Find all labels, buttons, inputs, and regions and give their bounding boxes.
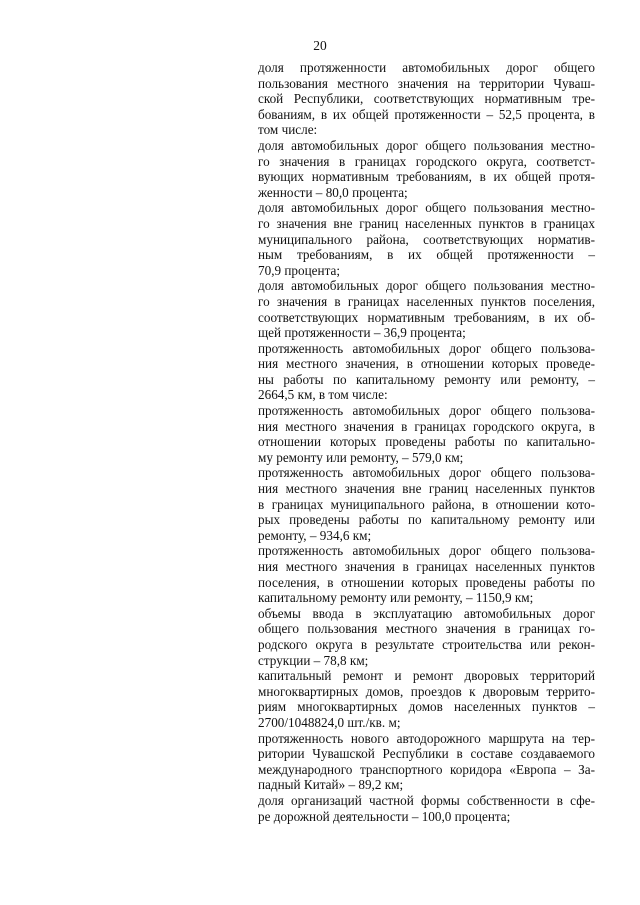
text-line: му ремонту или ремонту, – 579,0 км;: [258, 449, 464, 465]
text-line: 2700/1048824,0 шт./кв. м;: [258, 714, 401, 730]
text-line: ремонту, – 934,6 км;: [258, 527, 372, 543]
text-line: го значения в границах городского округа, соответст-: [258, 153, 595, 169]
text-line: протяженность автомобильных дорог общего пользова-: [258, 543, 595, 559]
text-line: доля организаций частной формы собственности в сфе-: [258, 792, 595, 808]
text-line: женности – 80,0 процента;: [258, 184, 408, 200]
text-line: протяженность нового автодорожного маршрута на тер-: [258, 730, 595, 746]
text-line: ния местного значения в границах городского округа, в: [258, 418, 595, 434]
text-line: го значения в границах населенных пунктов поселения,: [258, 293, 595, 309]
paragraph: [258, 793, 595, 824]
text-line: протяженность автомобильных дорог общего пользова-: [258, 403, 595, 419]
text-line: ре дорожной деятельности – 100,0 процента;: [258, 808, 511, 824]
paragraph: [258, 543, 595, 605]
text-line: в границах муниципального района, в отношении кото-: [258, 496, 595, 512]
text-line: объемы ввода в эксплуатацию автомобильных дорог: [258, 605, 595, 621]
text-line: капитальный ремонт и ремонт дворовых территорий: [258, 668, 595, 684]
paragraph: [258, 606, 595, 668]
paragraph: [258, 60, 595, 138]
text-line: риям многоквартирных домов населенных пунктов –: [258, 699, 595, 715]
text-line: ской Республики, соответствующих нормативным тре-: [258, 91, 595, 107]
text-line: международного транспортного коридора «Европа – За-: [258, 761, 595, 777]
text-line: бованиям, в их общей протяженности – 52,5 процента, в: [258, 106, 595, 122]
text-line: ния местного значения в границах населенных пунктов: [258, 559, 595, 574]
text-line: муниципального района, соответствующих норматив-: [258, 231, 595, 247]
text-line: отношении которых проведены работы по капитально-: [258, 434, 595, 450]
paragraph: [258, 731, 595, 793]
text-line: ния местного значения вне границ населенных пунктов: [258, 481, 595, 497]
text-line: доля автомобильных дорог общего пользования местно-: [258, 137, 595, 153]
text-line: многоквартирных домов, проездов к дворовым террито-: [258, 683, 595, 699]
paragraph: [258, 200, 595, 278]
text-line: протяженность автомобильных дорог общего пользова-: [258, 340, 595, 356]
text-line: ритории Чувашской Республики в составе создаваемого: [258, 746, 595, 762]
page-number: 20: [313, 38, 327, 53]
text-line: доля автомобильных дорог общего пользования местно-: [258, 278, 595, 294]
paragraph: [258, 138, 595, 200]
text-line: родского округа в результате строительства или рекон-: [258, 636, 595, 652]
text-line: доля автомобильных дорог общего пользования местно-: [258, 200, 595, 216]
paragraph: [258, 668, 595, 730]
text-line: ны работы по капитальному ремонту или ремонту, –: [258, 371, 595, 387]
text-line: го значения вне границ населенных пунктов в границах: [258, 215, 595, 231]
text-line: щей протяженности – 36,9 процента;: [258, 325, 466, 341]
text-line: рых проведены работы по капитальному ремонту или: [258, 512, 595, 528]
document-body: [258, 60, 595, 824]
paragraph: [258, 341, 595, 403]
text-line: том числе:: [258, 122, 318, 138]
text-line: 70,9 процента;: [258, 262, 341, 278]
text-line: поселения, в отношении которых проведены работы по: [258, 574, 595, 590]
text-line: пользования местного значения на территории Чуваш-: [258, 75, 595, 91]
text-line: падный Китай» – 89,2 км;: [258, 777, 404, 793]
text-line: доля протяженности автомобильных дорог общего: [258, 60, 595, 75]
text-line: капитальному ремонту или ремонту, – 1150,9 км;: [258, 590, 534, 606]
text-line: струкции – 78,8 км;: [258, 652, 369, 668]
text-line: ния местного значения, в отношении которых проведе-: [258, 356, 595, 372]
paragraph: [258, 278, 595, 340]
text-line: ным требованиям, в их общей протяженности –: [258, 247, 595, 263]
text-line: общего пользования местного значения в границах го-: [258, 621, 595, 637]
paragraph: [258, 403, 595, 465]
paragraph: [258, 465, 595, 543]
text-line: соответствующих нормативным требованиям, в их об-: [258, 309, 595, 325]
text-line: протяженность автомобильных дорог общего пользова-: [258, 465, 595, 481]
text-line: вующих нормативным требованиям, в их общей протя-: [258, 169, 595, 185]
text-line: 2664,5 км, в том числе:: [258, 387, 388, 403]
